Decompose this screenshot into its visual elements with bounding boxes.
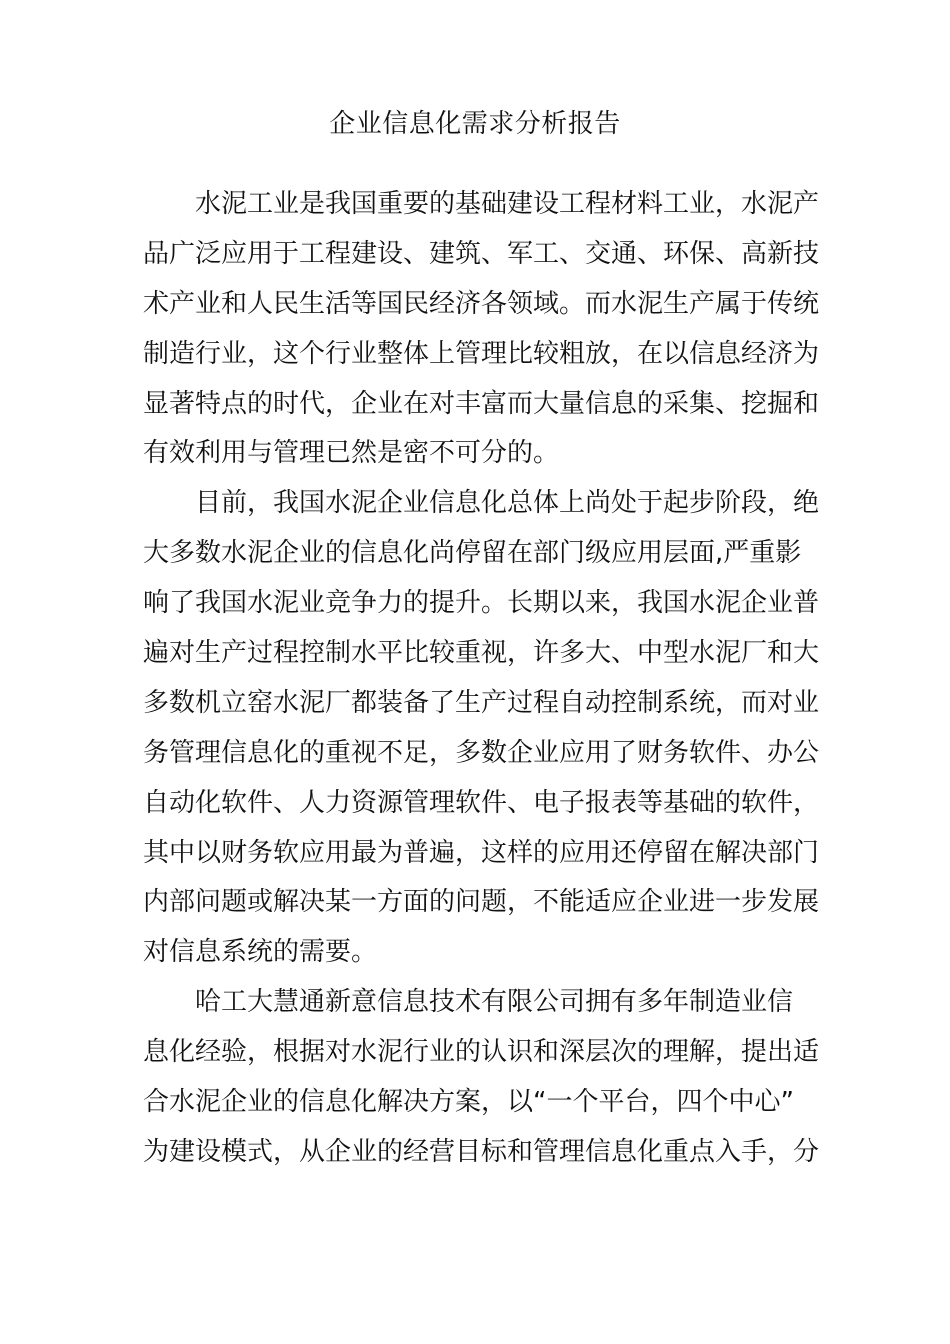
paragraph-line: 合水泥企业的信息化解决方案，以“一个平台，四个中心”	[143, 1087, 794, 1118]
paragraph-line: 多数机立窑水泥厂都装备了生产过程自动控制系统，而对业	[143, 687, 820, 718]
paragraph-line: 息化经验，根据对水泥行业的认识和深层次的理解，提出适	[143, 1037, 820, 1068]
paragraph-line: 内部问题或解决某一方面的问题，不能适应企业进一步发展	[143, 887, 820, 918]
paragraph-line: 目前，我国水泥企业信息化总体上尚处于起步阶段，绝	[195, 488, 820, 519]
paragraph-line: 水泥工业是我国重要的基础建设工程材料工业，水泥产	[195, 189, 820, 219]
paragraph-line: 为建设模式，从企业的经营目标和管理信息化重点入手，分	[143, 1136, 820, 1167]
paragraph-3	[143, 978, 843, 1178]
paragraph-line: 大多数水泥企业的信息化尚停留在部门级应用层面,严重影	[143, 538, 802, 569]
paragraph-line: 品广泛应用于工程建设、建筑、军工、交通、环保、高新技	[143, 238, 820, 269]
paragraph-line: 务管理信息化的重视不足，多数企业应用了财务软件、办公	[143, 737, 820, 768]
paragraph-line: 响了我国水泥业竞争力的提升。长期以来，我国水泥企业普	[143, 588, 820, 619]
paragraph-line: 遍对生产过程控制水平比较重视，许多大、中型水泥厂和大	[143, 638, 820, 669]
paragraph-line: 显著特点的时代，企业在对丰富而大量信息的采集、挖掘和	[143, 388, 820, 419]
paragraph-line: 其中以财务软应用最为普遍，这样的应用还停留在解决部门	[143, 837, 820, 868]
paragraph-line: 术产业和人民生活等国民经济各领域。而水泥生产属于传统	[143, 288, 820, 319]
document-title: 企业信息化需求分析报告	[329, 109, 621, 139]
document-body	[143, 180, 843, 1178]
paragraph-line: 自动化软件、人力资源管理软件、电子报表等基础的软件，	[143, 787, 820, 818]
paragraph-line: 有效利用与管理已然是密不可分的。	[143, 438, 560, 469]
paragraph-line: 对信息系统的需要。	[143, 937, 378, 968]
paragraph-line: 制造行业，这个行业整体上管理比较粗放，在以信息经济为	[143, 338, 820, 369]
paragraph-line: 哈工大慧通新意信息技术有限公司拥有多年制造业信	[195, 987, 794, 1018]
paragraph-1	[143, 180, 843, 479]
paragraph-2	[143, 479, 843, 978]
